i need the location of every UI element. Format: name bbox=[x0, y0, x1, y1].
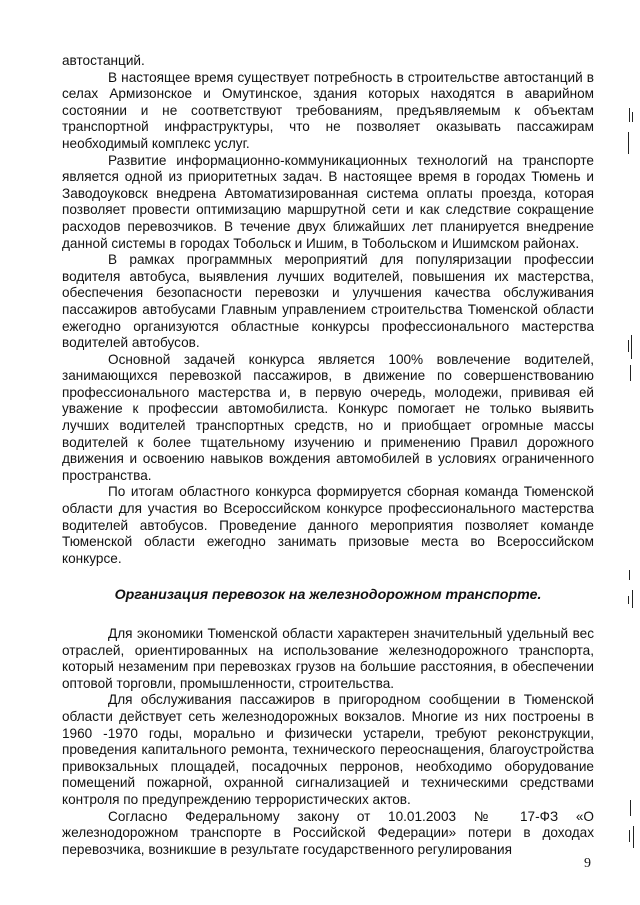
paragraph: Развитие информационно-коммуникационных технологий на транспорте является одной из приоритетных задач. В настоящее время в городах Тюмень и Заводоуковск внедрена Автоматизированная система оплаты проезда, которая позволяет провести оптимизацию маршрутной сети и как следствие сокращение расходов перевозчиков. В течение двух ближайших лет планируется внедрение данной системы в городах Тобольск и Ишим, в Тобольском и Ишимском районах. bbox=[62, 152, 594, 251]
paragraph: Для экономики Тюменской области характерен значительный удельный вес отраслей, ориентированных на использование железнодорожного транспорта, который незаменим при перевозках грузов на большие расстояния, в обеспечении оптовой торговли, промышленности, строительства. bbox=[62, 626, 594, 691]
paragraph: В настоящее время существует потребность в строительстве автостанций в селах Армизонское и Омутинское, здания которых находятся в аварийном состоянии и не соответствуют требованиям, предъявляемым к объектам транспортной инфраструктуры, что не позволяет оказывать пассажирам необходимый комплекс услуг. bbox=[62, 69, 594, 151]
page-number: 9 bbox=[584, 856, 591, 871]
paragraph: автостанций. bbox=[62, 53, 145, 68]
paragraph: Для обслуживания пассажиров в пригородном сообщении в Тюменской области действует сеть железнодорожных вокзалов. Многие из них построены в 1960 -1970 годы, морально и физически устарели, требуют реконструкции, проведения капитального ремонта, технического переоснащения, благоустройства привокзальных площадей, посадочных перронов, необходимо оборудование помещений пожарной, охранной сигнализацией и техническими средствами контроля по предупреждению террористических актов. bbox=[62, 692, 594, 807]
paragraph: В рамках программных мероприятий для популяризации профессии водителя автобуса, выявления лучших водителей, повышения их мастерства, обеспечения безопасности перевозки и улучшения качества обслуживания пассажиров автобусами Главным управлением строительства Тюменской области ежегодно организуются областные конкурсы профессионального мастерства водителей автобусов. bbox=[62, 252, 594, 351]
paragraph: Основной задачей конкурса является 100% вовлечение водителей, занимающихся перевозкой пассажиров, в движение по совершенствованию профессионального мастерства и, в первую очередь, молодежи, прививая ей уважение к профессии автомобилиста. Конкурс помогает не только выявить лучших водителей транспортных средств, но и приобщает огромные массы водителей к более тщательному изучению и применению Правил дорожного движения и освоению навыков вождения автомобилей в условиях ограниченного пространства. bbox=[62, 351, 594, 483]
paragraph: Согласно Федеральному закону от 10.01.2003 № 17-ФЗ «О железнодорожном транспорте в Российской Федерации» потери в доходах перевозчика, возникшие в результате государственного регулирования bbox=[62, 808, 594, 857]
scan-binding-marks bbox=[620, 0, 640, 905]
document-body bbox=[62, 53, 594, 858]
paragraph: По итогам областного конкурса формируется сборная команда Тюменской области для участия во Всероссийском конкурсе профессионального мастерства водителей автобусов. Проведение данного мероприятия позволяет команде Тюменской области ежегодно занимать призовые места во Всероссийском конкурсе. bbox=[62, 484, 594, 566]
section-heading: Организация перевозок на железнодорожном транспорте. bbox=[114, 587, 542, 604]
